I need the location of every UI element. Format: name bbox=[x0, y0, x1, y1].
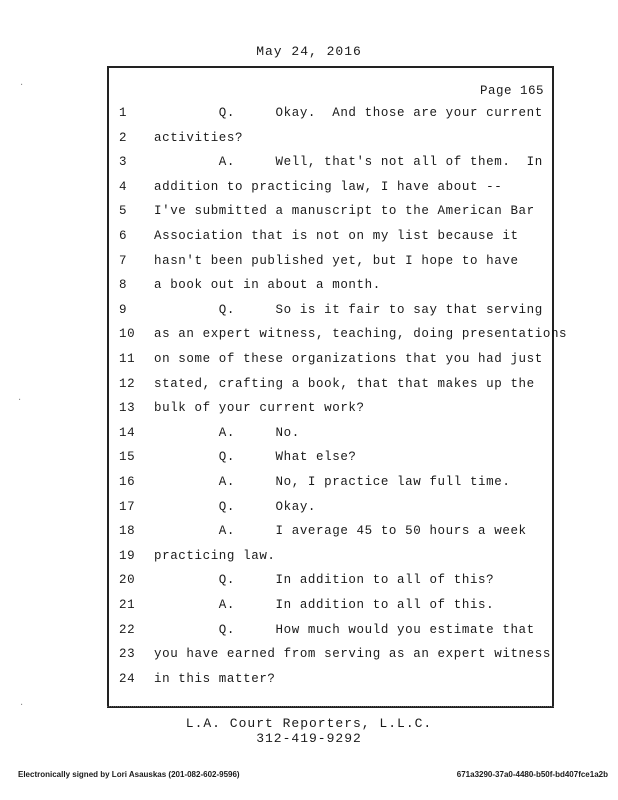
line-number: 16 bbox=[119, 475, 136, 489]
line-text: Q. Okay. bbox=[154, 499, 317, 514]
line-text: A. Well, that's not all of them. In bbox=[154, 155, 543, 170]
line-number: 18 bbox=[119, 524, 136, 539]
document-id: 671a3290-37a0-4480-b50f-bd407fce1a2b bbox=[456, 770, 608, 779]
line-number: 2 bbox=[119, 130, 128, 145]
transcript-line bbox=[109, 229, 554, 249]
line-number: 13 bbox=[119, 401, 136, 416]
line-text: A. I average 45 to 50 hours a week bbox=[154, 524, 527, 539]
line-text: A. No, I practice law full time. bbox=[154, 475, 511, 489]
transcript-line bbox=[109, 623, 554, 643]
line-text: you have earned from serving as an expert witness bbox=[154, 647, 551, 662]
transcript-line bbox=[109, 672, 554, 692]
line-text: stated, crafting a book, that that makes up the bbox=[154, 376, 535, 391]
line-text: Q. In addition to all of this? bbox=[154, 573, 495, 588]
line-number: 7 bbox=[119, 253, 128, 268]
line-text: Q. How much would you estimate that bbox=[154, 622, 535, 637]
line-text: hasn't been published yet, but I hope to have bbox=[154, 253, 519, 268]
line-number: 12 bbox=[119, 376, 136, 391]
line-number: 9 bbox=[119, 302, 128, 317]
line-number: 22 bbox=[119, 622, 136, 637]
line-text: on some of these organizations that you had just bbox=[154, 352, 543, 366]
line-number: 14 bbox=[119, 425, 136, 440]
line-text: I've submitted a manuscript to the American Bar bbox=[154, 204, 535, 219]
line-number: 19 bbox=[119, 548, 136, 563]
transcript-line bbox=[109, 573, 554, 593]
transcript-line bbox=[109, 204, 554, 224]
electronic-signature: Electronically signed by Lori Asauskas (201-082-602-9596) bbox=[18, 770, 240, 779]
court-reporter-phone: 312-419-9292 bbox=[256, 731, 362, 746]
line-number: 6 bbox=[119, 229, 128, 243]
transcript-line bbox=[109, 377, 554, 397]
line-text: a book out in about a month. bbox=[154, 278, 381, 293]
page-number: Page 165 bbox=[479, 84, 544, 98]
line-number: 21 bbox=[119, 598, 136, 612]
transcript-line bbox=[109, 598, 554, 618]
transcript-line bbox=[109, 155, 554, 175]
transcript-line bbox=[109, 426, 554, 446]
line-text: A. In addition to all of this. bbox=[154, 598, 495, 612]
transcript-line bbox=[109, 549, 554, 569]
transcript-line bbox=[109, 180, 554, 200]
scan-speck: · bbox=[20, 80, 24, 91]
transcript-line bbox=[109, 500, 554, 520]
line-number: 11 bbox=[119, 352, 136, 366]
line-text: in this matter? bbox=[154, 671, 276, 686]
line-text: Q. Okay. And those are your current bbox=[154, 106, 543, 120]
scan-speck: · bbox=[18, 395, 22, 406]
transcript-line bbox=[109, 106, 554, 126]
transcript-line bbox=[109, 278, 554, 298]
line-number: 15 bbox=[119, 450, 136, 465]
line-number: 17 bbox=[119, 499, 136, 514]
transcript-line bbox=[109, 303, 554, 323]
transcript-line bbox=[109, 524, 554, 544]
line-number: 3 bbox=[119, 155, 128, 170]
transcript-line bbox=[109, 450, 554, 470]
line-text: practicing law. bbox=[154, 548, 276, 563]
line-text: Q. So is it fair to say that serving bbox=[154, 302, 543, 317]
transcript-line bbox=[109, 327, 568, 347]
line-number: 24 bbox=[119, 671, 136, 686]
transcript-date: May 24, 2016 bbox=[256, 44, 362, 59]
line-text: addition to practicing law, I have about -- bbox=[154, 179, 503, 194]
line-text: as an expert witness, teaching, doing presentations bbox=[154, 327, 568, 342]
line-number: 5 bbox=[119, 204, 128, 219]
line-number: 20 bbox=[119, 573, 136, 588]
frame-bottom-rule bbox=[107, 706, 554, 707]
line-number: 4 bbox=[119, 179, 128, 194]
line-text: activities? bbox=[154, 130, 244, 145]
line-text: Q. What else? bbox=[154, 450, 357, 465]
line-text: bulk of your current work? bbox=[154, 401, 365, 416]
scan-speck: · bbox=[20, 700, 24, 711]
transcript-line bbox=[109, 647, 554, 667]
line-number: 23 bbox=[119, 647, 136, 662]
transcript-line bbox=[109, 254, 554, 274]
transcript-line bbox=[109, 131, 554, 151]
transcript-line bbox=[109, 352, 554, 372]
line-text: Association that is not on my list because it bbox=[154, 229, 519, 243]
line-number: 8 bbox=[119, 278, 128, 293]
transcript-line bbox=[109, 401, 554, 421]
line-number: 1 bbox=[119, 106, 128, 120]
line-text: A. No. bbox=[154, 425, 300, 440]
transcript-line bbox=[109, 475, 554, 495]
transcript-page-frame bbox=[107, 66, 568, 708]
court-reporter-firm: L.A. Court Reporters, L.L.C. bbox=[185, 716, 433, 731]
line-number: 10 bbox=[119, 327, 136, 342]
